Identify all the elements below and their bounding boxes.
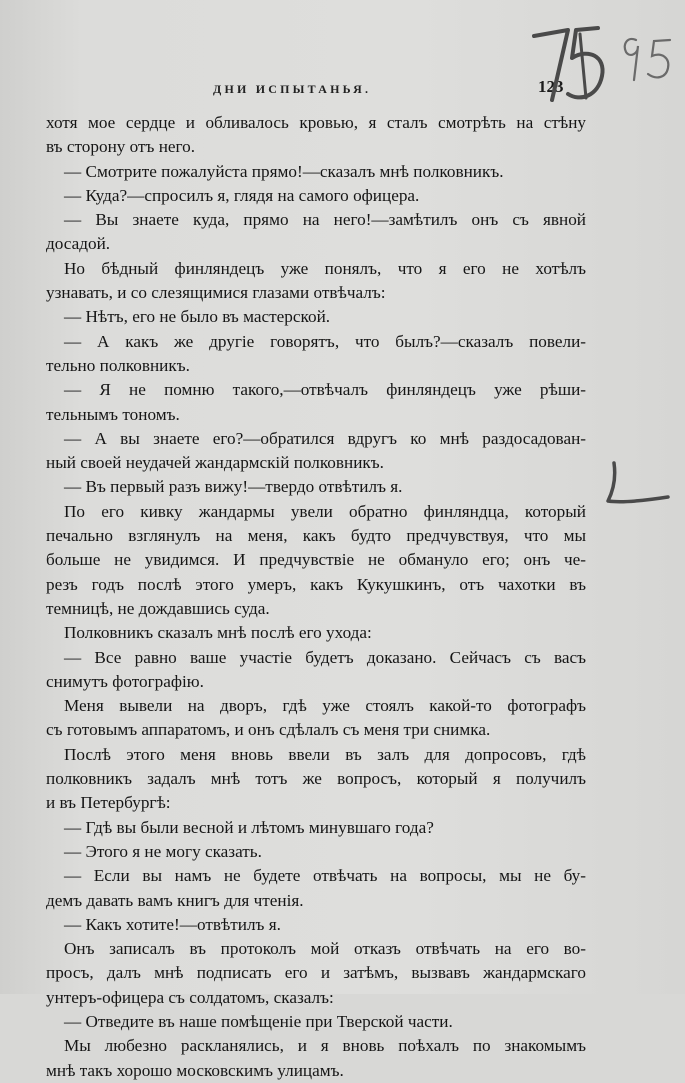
page-number: 123 <box>538 77 564 96</box>
text-line: просъ, далъ мнѣ подписать его и затѣмъ, вызвавъ жандармскаго <box>46 963 586 983</box>
text-line: — Гдѣ вы были весной и лѣтомъ минувшаго года? <box>64 817 434 837</box>
text-line: хотя мое сердце и обливалось кровью, я сталъ смотрѣть на стѣну <box>46 113 586 132</box>
text-line: — Этого я не могу сказать. <box>64 841 262 861</box>
text-line: — Нѣтъ, его не было въ мастерской. <box>64 307 331 327</box>
text-line: Полковникъ сказалъ мнѣ послѣ его ухода: <box>64 623 372 643</box>
text-line: съ готовымъ аппаратомъ, и онъ сдѣлалъ съ меня три снимка. <box>46 720 491 740</box>
text-line: въ сторону отъ него. <box>46 137 196 157</box>
text-line: — Вы знаете куда, прямо на него!—замѣтилъ онъ съ явной <box>64 210 586 230</box>
text-line: и въ Петербургѣ: <box>46 793 171 813</box>
text-line: — А какъ же другіе говорятъ, что былъ?—сказалъ повели- <box>64 331 586 351</box>
text-line: — Въ первый разъ вижу!—твердо отвѣтилъ я. <box>64 477 403 497</box>
text-line: полковникъ задалъ мнѣ тотъ же вопросъ, который я получилъ <box>46 769 586 789</box>
text-line: — Если вы намъ не будете отвѣчать на вопросы, мы не бу- <box>64 866 586 886</box>
text-line: — Отведите въ наше помѣщеніе при Тверской части. <box>64 1011 453 1031</box>
text-line: Мы любезно раскланялись, и я вновь поѣхалъ по знакомымъ <box>64 1036 586 1056</box>
margin-pencil-mark <box>586 455 676 515</box>
text-line: Меня вывели на дворъ, гдѣ уже стоялъ какой-то фотографъ <box>64 696 586 716</box>
text-line: — Я не помню такого,—отвѣчалъ финляндецъ уже рѣши- <box>64 380 586 400</box>
text-line: — А вы знаете его?—обратился вдругъ ко мнѣ раздосадован- <box>64 428 586 448</box>
running-head: ДНИ ИСПЫТАНЬЯ. <box>213 82 372 96</box>
text-line: снимутъ фотографію. <box>46 671 204 691</box>
text-line: ный своей неудачей жандармскій полковникъ. <box>46 453 384 473</box>
text-line: узнавать, и со слезящимися глазами отвѣчалъ: <box>46 283 386 303</box>
text-line: больше не увидимся. И предчувствіе не обмануло его; онъ че- <box>46 550 586 570</box>
text-line: мнѣ такъ хорошо московскимъ улицамъ. <box>46 1060 344 1080</box>
text-line: Послѣ этого меня вновь ввели въ залъ для допросовъ, гдѣ <box>64 744 586 764</box>
text-line: демъ давать вамъ книгъ для чтенія. <box>46 890 304 910</box>
text-line: тельнымъ тономъ. <box>46 404 180 424</box>
text-line: — Куда?—спросилъ я, глядя на самого офицера. <box>64 185 420 205</box>
text-line: печально взглянулъ на меня, какъ будто предчувствуя, что мы <box>46 526 586 546</box>
text-line: — Все равно ваше участіе будетъ доказано. Сейчасъ съ васъ <box>64 647 586 667</box>
text-line: — Какъ хотите!—отвѣтилъ я. <box>64 914 281 934</box>
text-line: темницѣ, не дождавшись суда. <box>46 598 270 618</box>
text-line: — Смотрите пожалуйста прямо!—сказалъ мнѣ полковникъ. <box>64 161 504 181</box>
text-line: досадой. <box>46 234 111 254</box>
archive-handwritten-mark <box>528 14 678 114</box>
page-body-text <box>46 111 586 1083</box>
text-line: Но бѣдный финляндецъ уже понялъ, что я его не хотѣлъ <box>64 258 586 278</box>
text-line: Онъ записалъ въ протоколъ мой отказъ отвѣчать на его во- <box>64 939 586 959</box>
text-line: унтеръ-офицера съ солдатомъ, сказалъ: <box>46 987 334 1007</box>
text-line: По его кивку жандармы увели обратно финляндца, который <box>64 501 586 521</box>
text-line: тельно полковникъ. <box>46 355 190 375</box>
text-line: резъ годъ послѣ этого умеръ, какъ Кукушкинъ, отъ чахотки въ <box>46 574 586 594</box>
